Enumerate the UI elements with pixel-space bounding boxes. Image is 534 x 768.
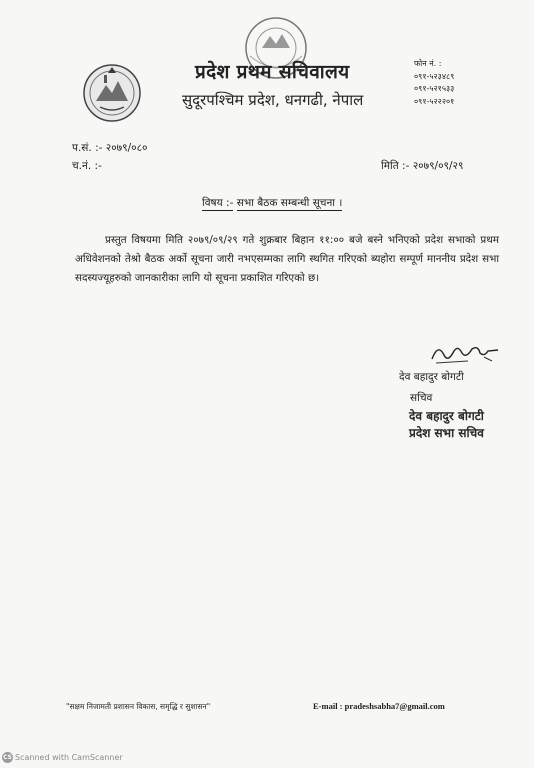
body-paragraph-block — [75, 231, 499, 288]
footer-email: E-mail : pradeshsabha7@gmail.com — [313, 701, 445, 711]
phone-number: ०९१-५२१५३३ — [414, 84, 455, 93]
handwritten-signature — [428, 337, 502, 367]
camscanner-icon: CS — [3, 754, 12, 761]
phone-label: फोन नं. : — [414, 59, 442, 68]
subject-line — [202, 196, 342, 210]
patra-sankhya: प.सं. :- २०७९/०८० — [72, 142, 148, 154]
subject-text: सभा बैठक सम्बन्धी सूचना । — [236, 197, 343, 209]
scanner-text: Scanned with CamScanner — [15, 753, 123, 762]
scanner-watermark — [2, 752, 123, 763]
signatory-name: देव बहादुर बोगटी — [399, 371, 464, 383]
phone-number: ०९१-५२३४८९ — [414, 71, 455, 81]
footer-motto: "सक्षम निजामती प्रशासन विकास, समृद्धि र सुशासन" — [66, 702, 211, 711]
office-title: प्रदेश प्रथम सचिवालय — [195, 61, 350, 83]
name-stamp — [409, 408, 484, 442]
stamp-name: देव बहादुर बोगटी — [409, 409, 484, 423]
phone-number: ०९१-५२२२०१ — [414, 96, 455, 106]
letter-date: मिति :- २०७९/०९/२९ — [381, 160, 464, 172]
nepal-emblem-icon — [82, 63, 142, 123]
chalani-number: च.नं. :- — [72, 160, 102, 172]
body-paragraph: प्रस्तुत विषयमा मिति २०७९/०९/२९ गते शुक्रबार बिहान ११:०० बजे बस्ने भनिएको प्रदेश सभाको प्रथम अधिवेशनको तेश्रो बैठक अर्को सूचना जारी नभएसम्मका लागि स्थगित गरिएको ब्यहोरा सम्पूर्ण माननीय प्रदेश सभा सदस्यज्यूहरुको जानकारीका लागि यो सूचना प्रकाशित गरिएको छ। — [75, 234, 499, 284]
office-address: सुदूरपश्चिम प्रदेश, धनगढी, नेपाल — [182, 91, 364, 109]
signatory-title: सचिव — [410, 392, 433, 404]
subject-label: विषय :- — [202, 197, 234, 209]
stamp-title: प्रदेश सभा सचिव — [409, 426, 484, 440]
phone-block — [414, 58, 454, 108]
